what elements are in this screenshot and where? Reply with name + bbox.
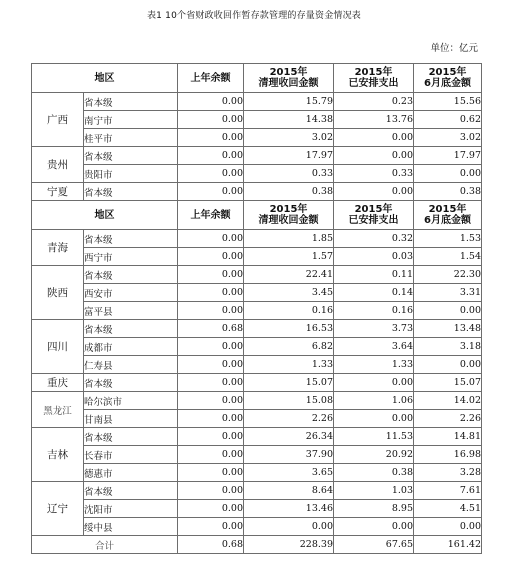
row-sub: 省本级 [84, 93, 178, 111]
unit-label: 单位：亿元 [430, 43, 478, 54]
row-sub: 南宁市 [84, 111, 178, 129]
cell-arranged: 0.03 [334, 248, 414, 266]
cell-recovered: 15.07 [244, 374, 334, 392]
table-title: 表1 10个省财政收回作暂存款管理的存量资金情况表 [146, 11, 362, 21]
table-row [32, 147, 482, 165]
table-row [32, 266, 482, 284]
cell-arranged: 0.00 [334, 129, 414, 147]
cell-june: 0.00 [414, 518, 482, 536]
table-row [32, 93, 482, 111]
cell-june: 17.97 [414, 147, 482, 165]
cell-arranged: 3.73 [334, 320, 414, 338]
header-row [32, 64, 482, 93]
cell-june: 15.07 [414, 374, 482, 392]
cell-prev: 0.00 [178, 392, 244, 410]
table-row [32, 410, 482, 428]
header-prev-balance: 上年余额 [178, 201, 244, 230]
row-sub: 哈尔滨市 [84, 392, 178, 410]
funds-table [31, 63, 482, 554]
total-recovered: 228.39 [244, 536, 334, 554]
row-sub: 桂平市 [84, 129, 178, 147]
cell-recovered: 15.08 [244, 392, 334, 410]
row-sub: 省本级 [84, 482, 178, 500]
cell-prev: 0.00 [178, 482, 244, 500]
header-row-repeat [32, 201, 482, 230]
row-sub: 仁寿县 [84, 356, 178, 374]
cell-recovered: 0.38 [244, 183, 334, 201]
table-row [32, 464, 482, 482]
cell-prev: 0.00 [178, 428, 244, 446]
table-row [32, 500, 482, 518]
cell-recovered: 37.90 [244, 446, 334, 464]
cell-recovered: 14.38 [244, 111, 334, 129]
cell-prev: 0.00 [178, 183, 244, 201]
table-row [32, 392, 482, 410]
cell-recovered: 0.00 [244, 518, 334, 536]
total-row [32, 536, 482, 554]
total-june: 161.42 [414, 536, 482, 554]
region-qinghai: 青海 [32, 230, 84, 266]
cell-arranged: 1.06 [334, 392, 414, 410]
row-sub: 沈阳市 [84, 500, 178, 518]
region-jilin: 吉林 [32, 428, 84, 482]
table-row [32, 356, 482, 374]
cell-prev: 0.00 [178, 165, 244, 183]
region-ningxia: 宁夏 [32, 183, 84, 201]
table-row [32, 446, 482, 464]
cell-june: 2.26 [414, 410, 482, 428]
table-row [32, 165, 482, 183]
region-shaanxi: 陕西 [32, 266, 84, 320]
cell-prev: 0.00 [178, 464, 244, 482]
cell-june: 3.31 [414, 284, 482, 302]
cell-prev: 0.00 [178, 248, 244, 266]
region-sichuan: 四川 [32, 320, 84, 374]
cell-june: 3.18 [414, 338, 482, 356]
cell-prev: 0.68 [178, 320, 244, 338]
cell-recovered: 3.45 [244, 284, 334, 302]
cell-arranged: 0.32 [334, 230, 414, 248]
cell-june: 0.38 [414, 183, 482, 201]
cell-prev: 0.00 [178, 338, 244, 356]
total-prev: 0.68 [178, 536, 244, 554]
cell-recovered: 1.85 [244, 230, 334, 248]
region-heilongjiang: 黑龙江 [32, 392, 84, 428]
cell-arranged: 20.92 [334, 446, 414, 464]
cell-arranged: 3.64 [334, 338, 414, 356]
table-row [32, 111, 482, 129]
row-sub: 省本级 [84, 147, 178, 165]
cell-june: 1.53 [414, 230, 482, 248]
cell-prev: 0.00 [178, 93, 244, 111]
row-sub: 长春市 [84, 446, 178, 464]
cell-arranged: 0.16 [334, 302, 414, 320]
table-row [32, 129, 482, 147]
cell-prev: 0.00 [178, 356, 244, 374]
cell-prev: 0.00 [178, 518, 244, 536]
cell-arranged: 0.33 [334, 165, 414, 183]
cell-recovered: 1.57 [244, 248, 334, 266]
row-sub: 省本级 [84, 183, 178, 201]
table-row [32, 248, 482, 266]
cell-recovered: 0.33 [244, 165, 334, 183]
row-sub: 甘南县 [84, 410, 178, 428]
table-row [32, 320, 482, 338]
row-sub: 成都市 [84, 338, 178, 356]
row-sub: 省本级 [84, 428, 178, 446]
row-sub: 德惠市 [84, 464, 178, 482]
table-row [32, 374, 482, 392]
cell-june: 4.51 [414, 500, 482, 518]
cell-arranged: 8.95 [334, 500, 414, 518]
region-chongqing: 重庆 [32, 374, 84, 392]
cell-june: 0.00 [414, 356, 482, 374]
header-prev-balance: 上年余额 [178, 64, 244, 93]
cell-arranged: 0.00 [334, 410, 414, 428]
cell-prev: 0.00 [178, 500, 244, 518]
cell-recovered: 8.64 [244, 482, 334, 500]
total-label: 合计 [32, 536, 178, 554]
cell-recovered: 3.65 [244, 464, 334, 482]
region-guangxi: 广西 [32, 93, 84, 147]
cell-june: 0.62 [414, 111, 482, 129]
cell-prev: 0.00 [178, 374, 244, 392]
cell-prev: 0.00 [178, 266, 244, 284]
header-recovered: 2015年 清理收回金额 [244, 64, 334, 93]
cell-recovered: 13.46 [244, 500, 334, 518]
table-row [32, 183, 482, 201]
header-june: 2015年 6月底金额 [414, 201, 482, 230]
cell-prev: 0.00 [178, 446, 244, 464]
row-sub: 省本级 [84, 230, 178, 248]
cell-recovered: 16.53 [244, 320, 334, 338]
cell-recovered: 3.02 [244, 129, 334, 147]
cell-prev: 0.00 [178, 302, 244, 320]
cell-june: 3.28 [414, 464, 482, 482]
region-guizhou: 贵州 [32, 147, 84, 183]
cell-prev: 0.00 [178, 129, 244, 147]
cell-arranged: 0.00 [334, 374, 414, 392]
table-row [32, 230, 482, 248]
header-region: 地区 [32, 201, 178, 230]
cell-june: 22.30 [414, 266, 482, 284]
table-row [32, 428, 482, 446]
row-sub: 绥中县 [84, 518, 178, 536]
row-sub: 省本级 [84, 266, 178, 284]
row-sub: 富平县 [84, 302, 178, 320]
cell-recovered: 2.26 [244, 410, 334, 428]
header-arranged: 2015年 已安排支出 [334, 64, 414, 93]
cell-june: 0.00 [414, 302, 482, 320]
table-row [32, 284, 482, 302]
cell-arranged: 1.33 [334, 356, 414, 374]
row-sub: 西宁市 [84, 248, 178, 266]
row-sub: 西安市 [84, 284, 178, 302]
cell-arranged: 0.11 [334, 266, 414, 284]
cell-recovered: 17.97 [244, 147, 334, 165]
row-sub: 省本级 [84, 320, 178, 338]
cell-arranged: 0.23 [334, 93, 414, 111]
cell-recovered: 15.79 [244, 93, 334, 111]
cell-june: 7.61 [414, 482, 482, 500]
region-liaoning: 辽宁 [32, 482, 84, 536]
table-row [32, 518, 482, 536]
cell-june: 14.81 [414, 428, 482, 446]
cell-arranged: 0.00 [334, 147, 414, 165]
header-region: 地区 [32, 64, 178, 93]
row-sub: 省本级 [84, 374, 178, 392]
cell-recovered: 0.16 [244, 302, 334, 320]
cell-june: 1.54 [414, 248, 482, 266]
cell-recovered: 22.41 [244, 266, 334, 284]
header-arranged: 2015年 已安排支出 [334, 201, 414, 230]
cell-arranged: 11.53 [334, 428, 414, 446]
cell-recovered: 26.34 [244, 428, 334, 446]
cell-prev: 0.00 [178, 147, 244, 165]
table-row [32, 482, 482, 500]
cell-june: 13.48 [414, 320, 482, 338]
cell-arranged: 0.00 [334, 183, 414, 201]
cell-arranged: 0.38 [334, 464, 414, 482]
cell-recovered: 1.33 [244, 356, 334, 374]
row-sub: 贵阳市 [84, 165, 178, 183]
cell-recovered: 6.82 [244, 338, 334, 356]
cell-june: 16.98 [414, 446, 482, 464]
cell-prev: 0.00 [178, 410, 244, 428]
total-arranged: 67.65 [334, 536, 414, 554]
cell-arranged: 0.14 [334, 284, 414, 302]
cell-june: 14.02 [414, 392, 482, 410]
header-june: 2015年 6月底金额 [414, 64, 482, 93]
cell-arranged: 0.00 [334, 518, 414, 536]
header-recovered: 2015年 清理收回金额 [244, 201, 334, 230]
table-row [32, 338, 482, 356]
cell-june: 3.02 [414, 129, 482, 147]
cell-arranged: 13.76 [334, 111, 414, 129]
cell-june: 0.00 [414, 165, 482, 183]
cell-june: 15.56 [414, 93, 482, 111]
table-row [32, 302, 482, 320]
cell-prev: 0.00 [178, 111, 244, 129]
cell-prev: 0.00 [178, 284, 244, 302]
cell-arranged: 1.03 [334, 482, 414, 500]
cell-prev: 0.00 [178, 230, 244, 248]
